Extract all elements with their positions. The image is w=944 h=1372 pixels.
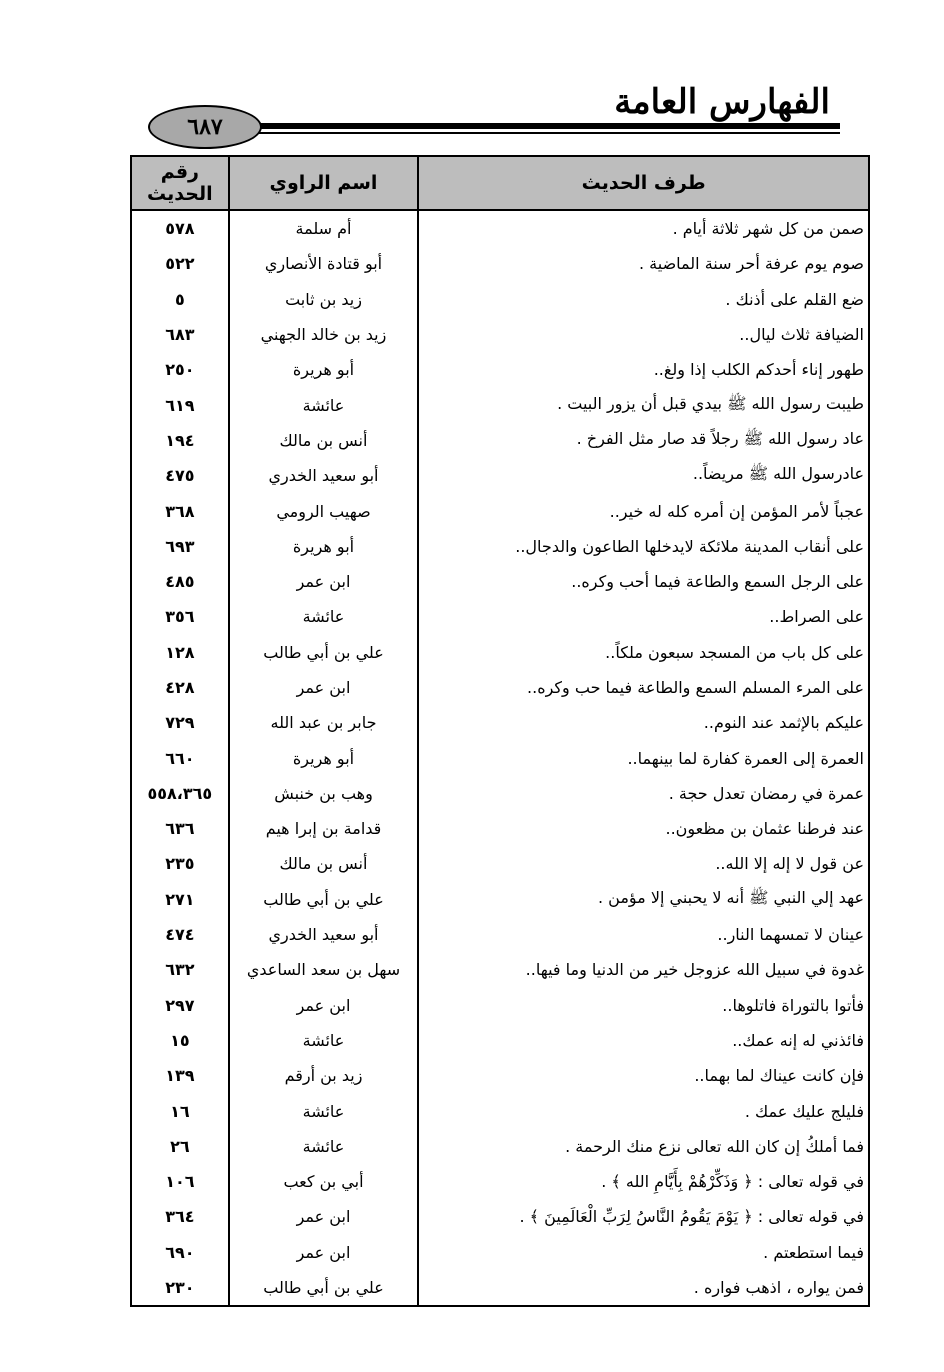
- hadith-cell: في قوله تعالى : ﴿ يَوْمَ يَقُومُ النَّاسُ لِرَبِّ الْعَالَمِينَ ﴾ .: [418, 1199, 869, 1234]
- table-row: [131, 352, 869, 387]
- table-row: [131, 317, 869, 352]
- hadith-cell: عجباً لأمر المؤمن إن أمره كله له خير..: [418, 493, 869, 528]
- number-cell: ١٣٩: [131, 1058, 229, 1093]
- page-title: الفهارس العامة: [614, 82, 830, 122]
- narrator-cell: عائشة: [229, 1093, 419, 1128]
- narrator-cell: سهل بن سعد الساعدي: [229, 952, 419, 987]
- number-cell: ٥: [131, 282, 229, 317]
- table-row: [131, 493, 869, 528]
- narrator-cell: علي بن أبي طالب: [229, 635, 419, 670]
- narrator-cell: أبو سعيد الخدري: [229, 458, 419, 493]
- hadith-cell: عهد إلي النبي ﷺ أنه لا يحبني إلا مؤمن .: [418, 882, 869, 917]
- table-row: [131, 529, 869, 564]
- table-row: [131, 776, 869, 811]
- number-cell: ٢٧١: [131, 882, 229, 917]
- hadith-cell: عينان لا تمسهما النار..: [418, 917, 869, 952]
- hadith-cell: عند فرطنا عثمان بن مظعون..: [418, 811, 869, 846]
- table-row: [131, 1023, 869, 1058]
- page-number: ٦٨٧: [148, 105, 262, 149]
- hadith-cell: على الصراط..: [418, 599, 869, 634]
- hadith-index-table: [130, 155, 870, 1307]
- number-cell: ١٩٤: [131, 423, 229, 458]
- hadith-cell: على كل باب من المسجد سبعون ملكاً..: [418, 635, 869, 670]
- table-row: [131, 423, 869, 458]
- hadith-cell: عاد رسول الله ﷺ رجلاً قد صار مثل الفرخ .: [418, 423, 869, 458]
- number-cell: ٥٥٨،٣٦٥: [131, 776, 229, 811]
- number-cell: ٣٥٦: [131, 599, 229, 634]
- narrator-cell: ابن عمر: [229, 670, 419, 705]
- hadith-cell: على أنقاب المدينة ملائكة لايدخلها الطاعون والدجال..: [418, 529, 869, 564]
- page-header: [140, 80, 840, 150]
- table-row: [131, 387, 869, 422]
- narrator-cell: أنس بن مالك: [229, 423, 419, 458]
- narrator-cell: أبي بن كعب: [229, 1164, 419, 1199]
- number-cell: ١٠٦: [131, 1164, 229, 1199]
- hadith-cell: العمرة إلى العمرة كفارة لما بينهما..: [418, 740, 869, 775]
- narrator-cell: أبو سعيد الخدري: [229, 917, 419, 952]
- hadith-cell: طهور إناء أحدكم الكلب إذا ولغ..: [418, 352, 869, 387]
- number-cell: ٥٧٨: [131, 210, 229, 246]
- table-row: [131, 1270, 869, 1306]
- narrator-cell: ابن عمر: [229, 988, 419, 1023]
- hadith-cell: فيما استطعتم .: [418, 1235, 869, 1270]
- table-row: [131, 670, 869, 705]
- table-row: [131, 599, 869, 634]
- table-row: [131, 282, 869, 317]
- table-row: [131, 1129, 869, 1164]
- narrator-cell: ابن عمر: [229, 1199, 419, 1234]
- narrator-cell: أنس بن مالك: [229, 846, 419, 881]
- narrator-cell: ابن عمر: [229, 1235, 419, 1270]
- table-header-row: [131, 156, 869, 210]
- number-cell: ٢٩٧: [131, 988, 229, 1023]
- table-row: [131, 210, 869, 246]
- hadith-cell: فإن كانت عيناك لما بهما..: [418, 1058, 869, 1093]
- column-header-number: رقم الحديث: [131, 156, 229, 210]
- number-cell: ٣٦٨: [131, 493, 229, 528]
- narrator-cell: أبو هريرة: [229, 740, 419, 775]
- table-row: [131, 882, 869, 917]
- narrator-cell: زيد بن خالد الجهني: [229, 317, 419, 352]
- column-header-narrator: اسم الراوي: [229, 156, 419, 210]
- hadith-cell: الضيافة ثلاث ليال..: [418, 317, 869, 352]
- column-header-hadith: طرف الحديث: [418, 156, 869, 210]
- narrator-cell: صهيب الرومي: [229, 493, 419, 528]
- hadith-cell: عمرة في رمضان تعدل حجة .: [418, 776, 869, 811]
- number-cell: ٦٣٢: [131, 952, 229, 987]
- header-rule: [235, 123, 840, 129]
- number-cell: ١٦: [131, 1093, 229, 1128]
- table-row: [131, 1058, 869, 1093]
- narrator-cell: عائشة: [229, 1023, 419, 1058]
- table-row: [131, 1199, 869, 1234]
- number-cell: ٥٢٢: [131, 246, 229, 281]
- number-cell: ٢٣٥: [131, 846, 229, 881]
- narrator-cell: علي بن أبي طالب: [229, 882, 419, 917]
- hadith-cell: على المرء المسلم السمع والطاعة فيما حب وكره..: [418, 670, 869, 705]
- hadith-cell: عليكم بالإثمد عند النوم..: [418, 705, 869, 740]
- number-cell: ٤٨٥: [131, 564, 229, 599]
- narrator-cell: قدامة بن إبرا هيم: [229, 811, 419, 846]
- hadith-cell: عادرسول الله ﷺ مريضاً..: [418, 458, 869, 493]
- narrator-cell: عائشة: [229, 1129, 419, 1164]
- number-cell: ٤٧٤: [131, 917, 229, 952]
- narrator-cell: أبو هريرة: [229, 529, 419, 564]
- number-cell: ١٥: [131, 1023, 229, 1058]
- hadith-cell: فائذني له إنه عمك..: [418, 1023, 869, 1058]
- narrator-cell: أبو هريرة: [229, 352, 419, 387]
- narrator-cell: علي بن أبي طالب: [229, 1270, 419, 1306]
- hadith-cell: صمن من كل شهر ثلاثة أيام .: [418, 210, 869, 246]
- hadith-cell: فمن يواره ، اذهب فواره .: [418, 1270, 869, 1306]
- hadith-cell: فليلج عليك عمك .: [418, 1093, 869, 1128]
- number-cell: ٧٢٩: [131, 705, 229, 740]
- number-cell: ٦٨٣: [131, 317, 229, 352]
- table-row: [131, 1093, 869, 1128]
- table-row: [131, 811, 869, 846]
- number-cell: ٣٦٤: [131, 1199, 229, 1234]
- number-cell: ١٢٨: [131, 635, 229, 670]
- table-row: [131, 635, 869, 670]
- hadith-cell: طيبت رسول الله ﷺ بيدي قبل أن يزور البيت .: [418, 387, 869, 422]
- number-cell: ٢٣٠: [131, 1270, 229, 1306]
- narrator-cell: جابر بن عبد الله: [229, 705, 419, 740]
- narrator-cell: زيد بن أرقم: [229, 1058, 419, 1093]
- narrator-cell: ابن عمر: [229, 564, 419, 599]
- table-row: [131, 846, 869, 881]
- narrator-cell: عائشة: [229, 599, 419, 634]
- number-cell: ٦٩٣: [131, 529, 229, 564]
- number-cell: ٦٣٦: [131, 811, 229, 846]
- number-cell: ٦٦٠: [131, 740, 229, 775]
- hadith-cell: عن قول لا إله إلا الله..: [418, 846, 869, 881]
- hadith-cell: على الرجل السمع والطاعة فيما أحب وكره..: [418, 564, 869, 599]
- table-row: [131, 740, 869, 775]
- number-cell: ٢٦: [131, 1129, 229, 1164]
- table-row: [131, 458, 869, 493]
- narrator-cell: عائشة: [229, 387, 419, 422]
- hadith-cell: فأتوا بالتوراة فاتلوها..: [418, 988, 869, 1023]
- number-cell: ٤٧٥: [131, 458, 229, 493]
- hadith-cell: ضع القلم على أذنك .: [418, 282, 869, 317]
- number-cell: ٤٢٨: [131, 670, 229, 705]
- table-row: [131, 917, 869, 952]
- narrator-cell: أبو قتادة الأنصاري: [229, 246, 419, 281]
- table-row: [131, 1235, 869, 1270]
- hadith-cell: غدوة في سبيل الله عزوجل خير من الدنيا وما فيها..: [418, 952, 869, 987]
- hadith-cell: فما أملكُ إن كان الله تعالى نزع منك الرحمة .: [418, 1129, 869, 1164]
- table-row: [131, 705, 869, 740]
- number-cell: ٢٥٠: [131, 352, 229, 387]
- number-cell: ٦١٩: [131, 387, 229, 422]
- table-row: [131, 564, 869, 599]
- narrator-cell: زيد بن ثابت: [229, 282, 419, 317]
- table-row: [131, 1164, 869, 1199]
- table-row: [131, 988, 869, 1023]
- number-cell: ٦٩٠: [131, 1235, 229, 1270]
- hadith-cell: في قوله تعالى : ﴿ وَذَكِّرْهُمْ بِأَيَّامِ الله ﴾ .: [418, 1164, 869, 1199]
- hadith-cell: صوم يوم عرفة أحر سنة الماضية .: [418, 246, 869, 281]
- narrator-cell: وهب بن خنبش: [229, 776, 419, 811]
- narrator-cell: أم سلمة: [229, 210, 419, 246]
- table-row: [131, 952, 869, 987]
- table-row: [131, 246, 869, 281]
- header-rule-thin: [235, 132, 840, 134]
